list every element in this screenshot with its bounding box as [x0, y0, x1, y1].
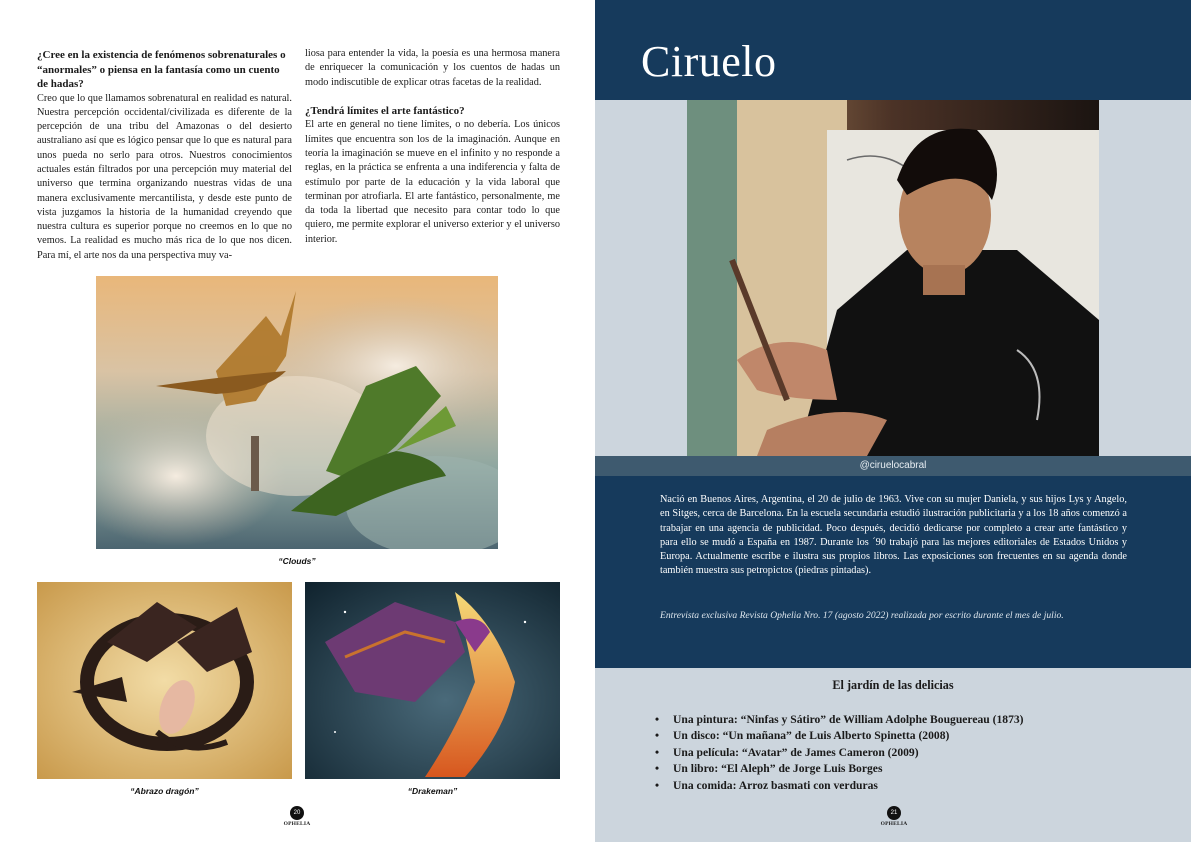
page-number-right [879, 806, 909, 832]
favorites-list [653, 712, 1024, 794]
left-column-1 [37, 48, 292, 263]
list-item: • Una película: “Avatar” de James Cameron (2009) [653, 745, 1024, 761]
caption-clouds: “Clouds” [278, 556, 316, 566]
question-heading-2: ¿Tendrá límites el arte fantástico? [305, 104, 465, 117]
abrazo-dragon-artwork [37, 582, 292, 779]
list-item: • Una pintura: “Ninfas y Sátiro” de William Adolphe Bouguereau (1873) [653, 712, 1024, 728]
answer-paragraph-1b: liosa para entender la vida, la poesía es una hermosa manera de enriquecer la comunicación y los cuentos de hadas un modo indiscutible de explicar otras facetas de la realidad. [305, 48, 560, 88]
drakeman-artwork [305, 582, 560, 779]
left-column-2 [305, 47, 560, 247]
page-title: Ciruelo [641, 37, 777, 86]
bio-text: Nació en Buenos Aires, Argentina, el 20 de julio de 1963. Vive con su mujer Daniela, y sus hijos Lys y Angelo, en Sitges, cerca de Barcelona. En la escuela secundaria estudió ilustración publicitaria y a los 18 años comenzó a trabajar en una agencia de publicidad. Poco después, decidió dedicarse por completo a crear arte fantástico y para ello se mudó a España en 1987. Durante los ´90 trabajó para las mejores editoriales de Estados Unidos y Europa. Actualmente escribe e ilustra sus propios libros. Las exposiciones son frecuentes en su agenda donde también muestra sus petropictos (piedras pintadas). [660, 494, 1127, 577]
clouds-artwork [96, 276, 498, 549]
interview-credit: Entrevista exclusiva Revista Ophelia Nro. 17 (agosto 2022) realizada por escrito durante el mes de julio. [660, 610, 1064, 621]
answer-paragraph-2: El arte en general no tiene límites, o no debería. Los únicos límites que encuentra son los de la imaginación. Aunque en teoría la imaginación se mueve en el infinito y no responde a reglas, en la práctica se enfrenta a una indiferencia y falta de estímulo por parte de la educación y la vida laboral que terminan por atrofiarla. El arte fantástico, personalmente, me da toda la libertad que necesito para contar todo lo que quiero, me permite explorar el universo exterior y el universo interior. [305, 119, 560, 245]
instagram-handle-bar: @ciruelocabral [595, 456, 1191, 476]
artist-portrait-photo [687, 100, 1099, 456]
list-item: • Un disco: “Un mañana” de Luis Alberto Spinetta (2008) [653, 728, 1024, 744]
ophelia-logo: OPHELIA [283, 821, 311, 827]
caption-drakeman: “Drakeman” [407, 786, 458, 796]
list-item: • Un libro: “El Aleph” de Jorge Luis Borges [653, 761, 1024, 777]
ophelia-logo: OPHELIA [880, 821, 908, 827]
page-number-badge: 21 [887, 806, 901, 820]
page-number-badge: 20 [290, 806, 304, 820]
list-item: • Una comida: Arroz basmati con verduras [653, 778, 1024, 794]
favorites-title: El jardín de las delicias [832, 678, 954, 692]
question-heading-1: ¿Cree en la existencia de fenómenos sobrenaturales o “anormales” o piensa en la fantasía como un cuento de hadas? [37, 49, 286, 90]
caption-abrazo-dragon: “Abrazo dragón” [130, 786, 199, 796]
page-number-left [282, 806, 312, 832]
answer-paragraph-1a: Creo que lo que llamamos sobrenatural en realidad es natural. Nuestra percepción occidental/civilizada es diferente de la percepción de una tribu del Amazonas o del desierto australiano así que es lógico pensar que lo que es natural para unos pueda no serlo para otros. Nuestros conocimientos actuales están filtrados por una percepción muy material del universo que termina organizando nuestras vidas de una manera exclusivamente mercantilista, y desde este punto de vista juzgamos la historia de la humanidad creyendo que nuestra cultura es superior porque no creemos en lo que no vemos. La realidad es mucho más rica de lo que nos dicen. Para mí, el arte nos da una perspectiva muy va- [37, 92, 292, 261]
